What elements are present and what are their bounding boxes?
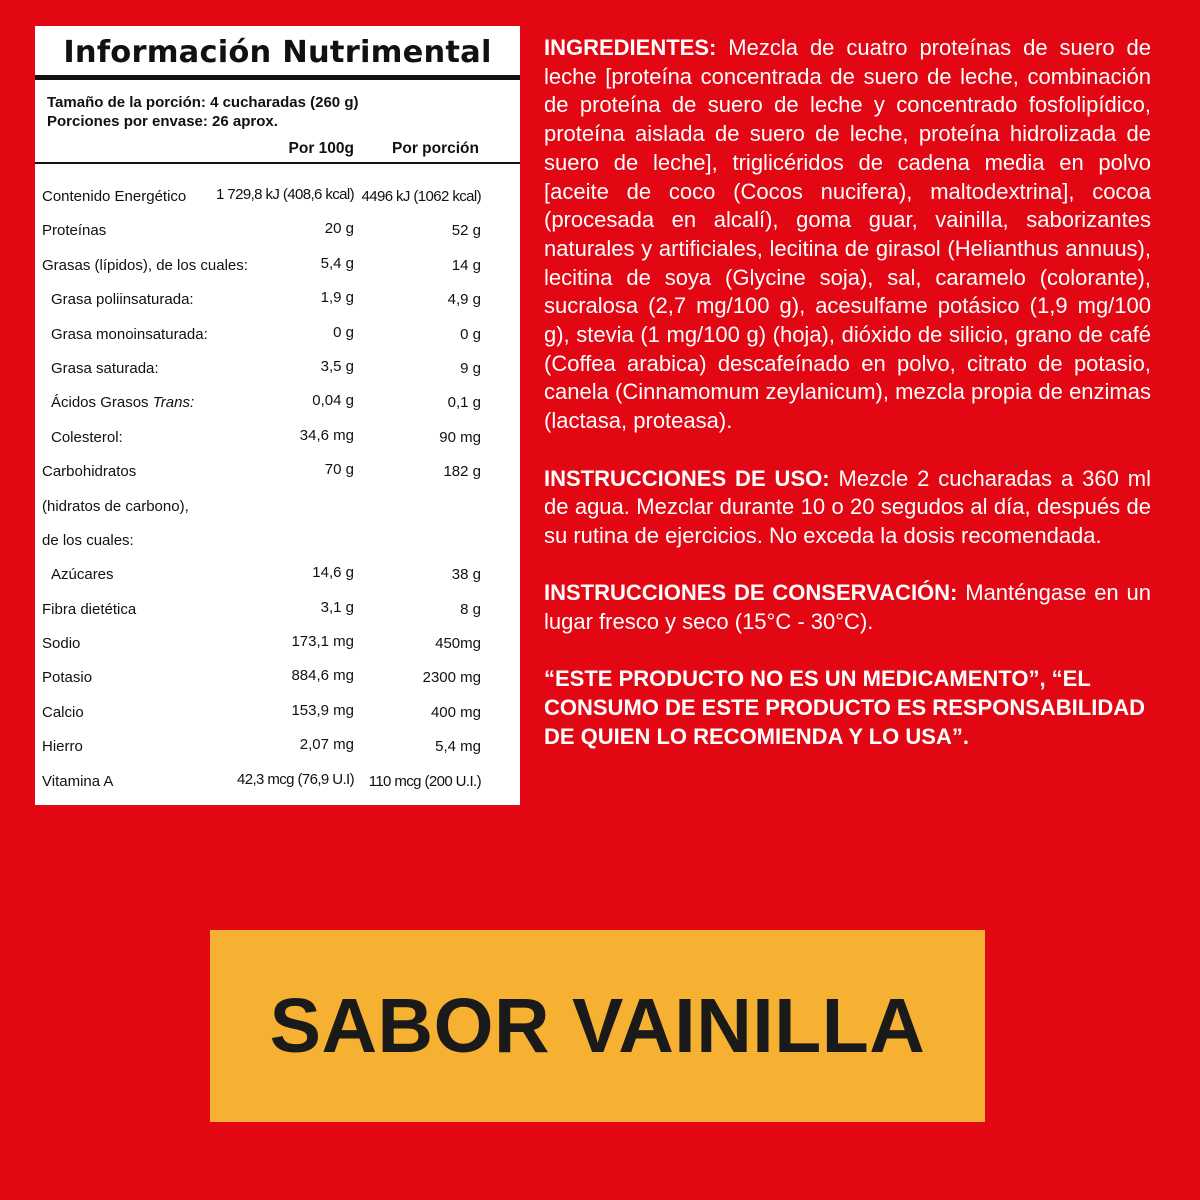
nutrition-row (35, 324, 520, 358)
value-per-serving: 4,9 g (447, 291, 481, 309)
nutrition-title: Información Nutrimental (63, 35, 492, 70)
value-per-serving: 0,1 g (447, 394, 481, 412)
nutrition-row (35, 289, 520, 323)
storage-heading: INSTRUCCIONES DE CONSERVACIÓN: (544, 580, 958, 606)
value-per-serving: 52 g (451, 222, 481, 240)
value-per-serving: 38 g (451, 566, 481, 584)
nutrient-label-text: Grasa monoinsaturada: (51, 325, 208, 343)
ingredients-paragraph (544, 34, 1151, 436)
nutrient-label (42, 773, 113, 790)
nutrition-facts-panel (35, 26, 520, 805)
value-per100: 3,1 g (320, 598, 354, 616)
nutrition-row (35, 220, 520, 254)
nutrition-row (35, 427, 520, 461)
value-per100: 173,1 mg (291, 633, 354, 651)
column-header-per100: Por 100g (288, 140, 354, 157)
nutrition-row (35, 186, 520, 220)
flavor-label: SABOR VAINILLA (269, 982, 926, 1069)
nutrient-label (51, 566, 114, 583)
value-per100: 70 g (324, 461, 354, 479)
nutrient-label (51, 360, 159, 377)
serving-size: Tamaño de la porción: 4 cucharadas (260 g) (47, 94, 359, 111)
nutrient-label (42, 188, 186, 205)
value-per100: 3,5 g (320, 357, 354, 375)
nutrient-label (42, 532, 134, 549)
value-per100: 1 729,8 kJ (408,6 kcal) (216, 186, 354, 203)
value-per-serving: 2300 mg (422, 669, 481, 687)
nutrition-row (35, 633, 520, 667)
nutrient-label (51, 429, 123, 446)
column-header-per-serving: Por porción (392, 140, 479, 157)
usage-heading: INSTRUCCIONES DE USO: (544, 465, 830, 491)
value-per-serving: 4496 kJ (1062 kcal) (361, 188, 481, 205)
storage-paragraph (544, 579, 1151, 636)
nutrition-row (35, 461, 520, 495)
nutrient-label (51, 291, 194, 308)
nutrient-label-text: (hidratos de carbono), (42, 497, 189, 515)
usage-paragraph (544, 465, 1151, 551)
nutrient-label-text: Grasas (lípidos), de los cuales: (42, 256, 248, 274)
warning-text: “ESTE PRODUCTO NO ES UN MEDICAMENTO”, “EL CONSUMO DE ESTE PRODUCTO ES RESPONSABILIDAD DE QUIEN LO RECOMIENDA Y LO USA”. (544, 666, 1145, 749)
nutrient-label-text: Hierro (42, 738, 83, 756)
nutrient-label-text: Potasio (42, 669, 93, 687)
nutrient-label (51, 394, 194, 411)
value-per-serving: 450mg (435, 635, 481, 653)
nutrition-row (35, 496, 520, 530)
value-per-serving: 110 mcg (200 U.I.) (368, 772, 481, 790)
value-per-serving: 5,4 mg (435, 738, 481, 756)
nutrient-label-text: Contenido Energético (42, 188, 187, 205)
nutrient-label-text: Sodio (42, 635, 81, 653)
nutrient-label-text: Carbohidratos (42, 463, 137, 481)
value-per-serving: 182 g (443, 463, 481, 481)
storage-text: Manténgase en un lugar fresco y seco (15°C - 30°C). (544, 580, 1151, 635)
ingredients-text: Mezcla de cuatro proteínas de suero de leche [proteína concentrada de suero de leche, combinación de proteína de suero de leche y concentrado fosfolipídico, proteína aislada de suero de leche, proteína hidrolizada de suero de leche], triglicéridos de cadena media en polvo [aceite de coco (Cocos nucifera), maltodextrina], cocoa (procesada en alcalí), goma guar, vainilla, saborizantes naturales y artificiales, lecitina de girasol (Helianthus annuus), lecitina de soya (Glycine soja), sal, caramelo (colorante), sucralosa (2,7 mg/100 g), acesulfame potásico (1,9 mg/100 g), stevia (1 mg/100 g) (hoja), dióxido de silicio, grano de café (Coffea arabica) descafeínado en polvo, citrato de potasio, canela (Cinnamomum zeylanicum), mezcla propia de enzimas (lactasa, proteasa). (544, 35, 1151, 434)
nutrient-label-text: Grasa saturada: (51, 359, 159, 377)
value-per100: 153,9 mg (291, 701, 354, 719)
value-per100: 5,4 g (320, 254, 354, 272)
nutrient-label-text: Grasa poliinsaturada: (51, 291, 194, 309)
nutrient-label-italic: Trans: (152, 394, 195, 412)
divider (35, 162, 520, 164)
nutrition-row (35, 530, 520, 564)
servings-per-container: Porciones por envase: 26 aprox. (47, 113, 278, 130)
nutrient-label-text: Fibra dietética (42, 600, 137, 618)
nutrition-row (35, 358, 520, 392)
nutrition-row (35, 599, 520, 633)
nutrient-label (42, 669, 92, 686)
value-per-serving: 8 g (460, 600, 481, 618)
value-per100: 34,6 mg (299, 426, 354, 444)
nutrient-label (51, 326, 208, 343)
ingredients-heading: INGREDIENTES: (544, 35, 717, 60)
value-per100: 42,3 mcg (76,9 U.I) (237, 770, 354, 788)
nutrient-label (42, 635, 80, 652)
usage-text: Mezcle 2 cucharadas a 360 ml de agua. Mezclar durante 10 o 20 segudos al día, después de su rutina de ejercicios. No exceda la dosis recomendada. (544, 465, 1151, 548)
product-info-column (544, 34, 1151, 780)
nutrition-row (35, 564, 520, 598)
nutrient-label-text: Colesterol: (51, 428, 123, 446)
value-per100: 0 g (333, 323, 354, 341)
value-per100: 14,6 g (312, 564, 354, 582)
value-per100: 884,6 mg (291, 667, 354, 685)
nutrition-row (35, 392, 520, 426)
value-per-serving: 14 g (451, 256, 481, 274)
value-per100: 20 g (324, 220, 354, 238)
nutrition-rows (35, 186, 520, 805)
nutrient-label (42, 704, 84, 721)
value-per100: 2,07 mg (299, 736, 354, 754)
nutrient-label (42, 601, 136, 618)
nutrient-label-text: Calcio (42, 703, 84, 721)
nutrient-label-text: Vitamina A (42, 772, 114, 790)
nutrient-label (42, 257, 248, 274)
value-per100: 1,9 g (320, 289, 354, 307)
nutrient-label (42, 222, 106, 239)
nutrition-row (35, 667, 520, 701)
nutrient-label-text: Ácidos Grasos (51, 394, 149, 412)
column-headers (35, 134, 520, 162)
nutrient-label (42, 463, 136, 480)
value-per-serving: 90 mg (439, 428, 481, 446)
nutrition-row (35, 255, 520, 289)
nutrition-row (35, 771, 520, 805)
serving-info (35, 80, 520, 134)
nutrition-row (35, 702, 520, 736)
nutrient-label-text: Proteínas (42, 222, 107, 240)
value-per-serving: 400 mg (430, 703, 481, 721)
value-per100: 0,04 g (312, 392, 354, 410)
nutrient-label (42, 738, 83, 755)
nutrition-row (35, 736, 520, 770)
nutrient-label-text: de los cuales: (42, 531, 134, 549)
value-per-serving: 0 g (460, 325, 481, 343)
flavor-banner (210, 930, 985, 1122)
nutrient-label-text: Azúcares (51, 566, 114, 584)
nutrient-label (42, 498, 189, 515)
value-per-serving: 9 g (460, 359, 481, 377)
